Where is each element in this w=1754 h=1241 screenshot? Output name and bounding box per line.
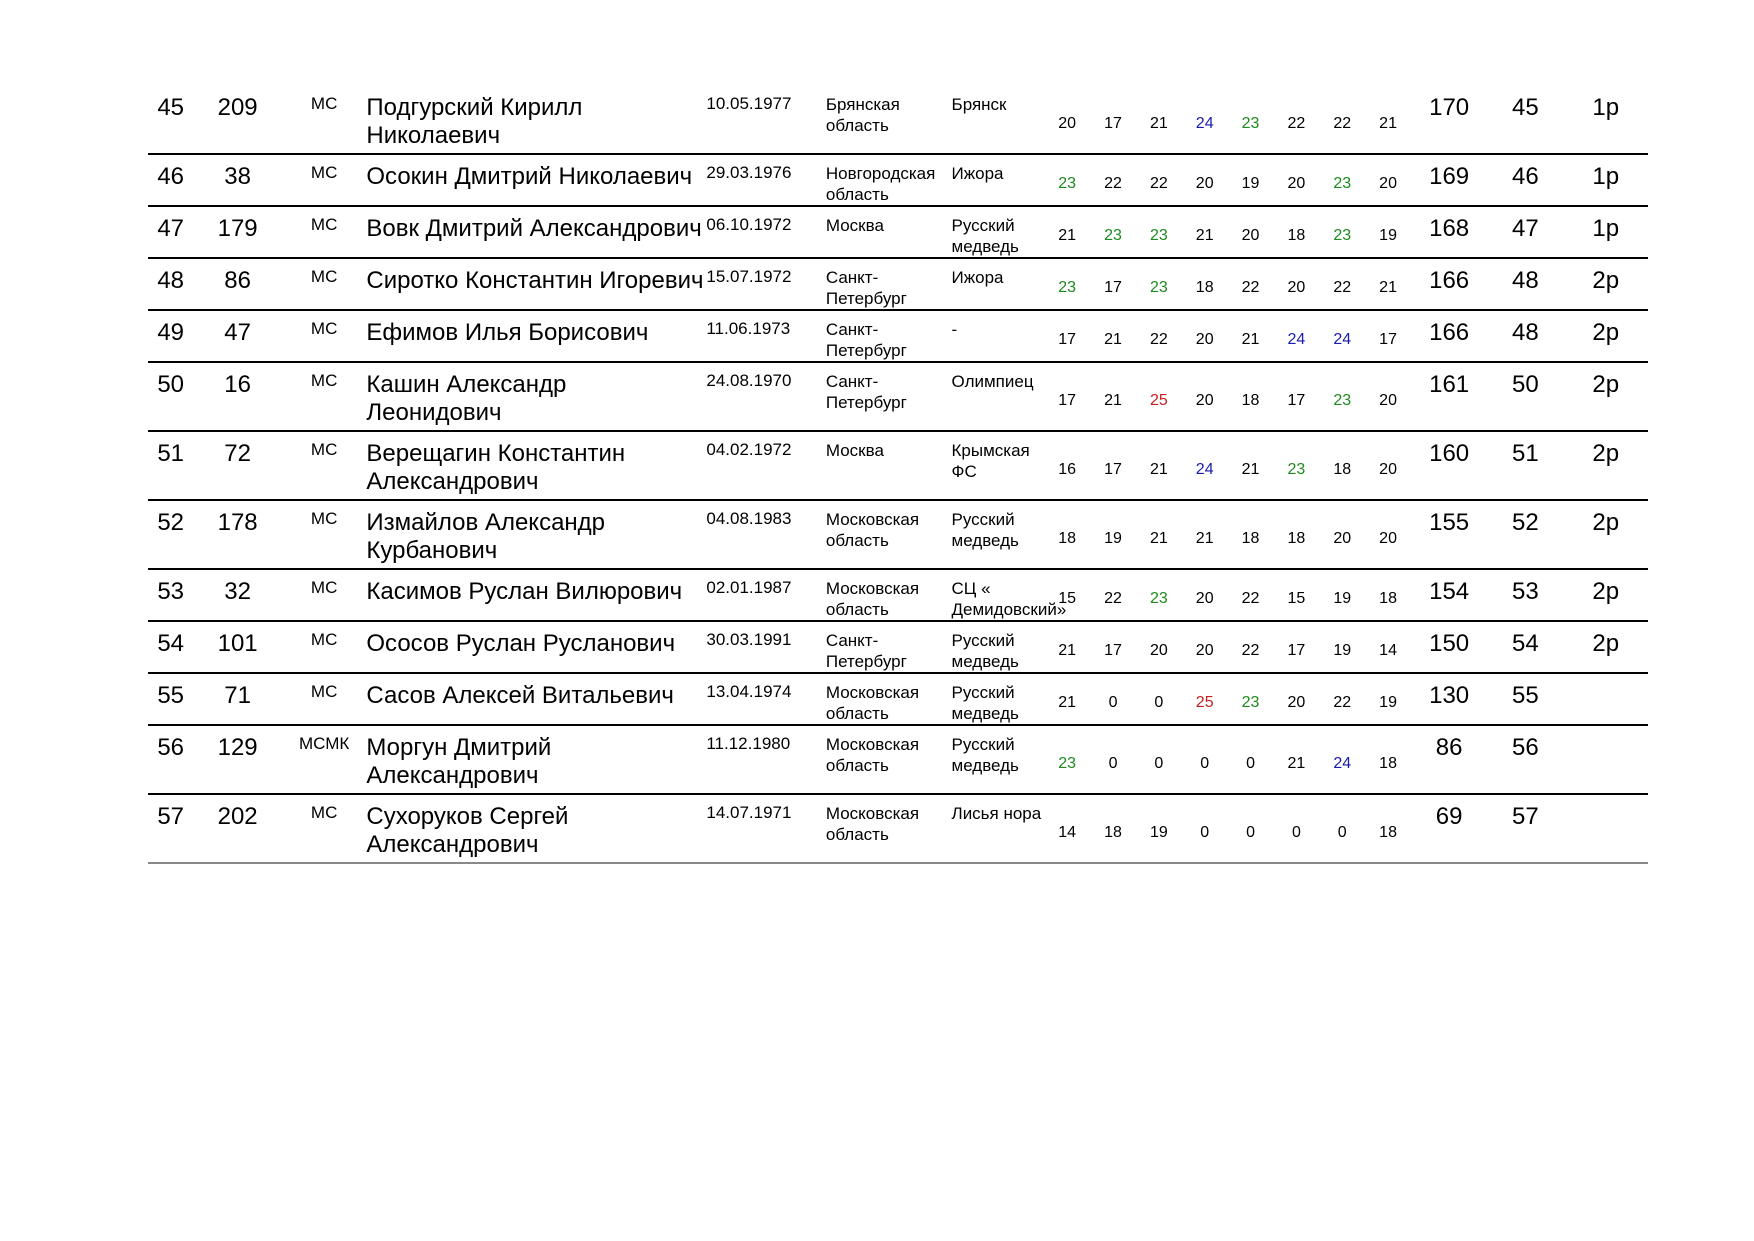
birth-date-cell: 11.06.1973: [706, 310, 826, 362]
total-score-cell: 166: [1411, 310, 1487, 362]
sport-title-cell: МС: [282, 86, 366, 154]
region-cell: Московская область: [826, 500, 952, 569]
series-score-cell: 20: [1182, 310, 1228, 362]
athlete-name-cell: Кашин Александр Леонидович: [366, 362, 706, 431]
series-score-cell: 24: [1319, 310, 1365, 362]
rank-cell: 2р: [1563, 621, 1648, 673]
series-score-cell: 20: [1319, 500, 1365, 569]
series-score-cell: 20: [1228, 206, 1274, 258]
region-cell: Московская область: [826, 673, 952, 725]
series-score-cell: 21: [1136, 431, 1182, 500]
series-score-cell: 22: [1136, 310, 1182, 362]
position-cell: 50: [1487, 362, 1563, 431]
series-score-cell: 21: [1090, 310, 1136, 362]
table-row: [148, 154, 1648, 206]
sport-title-cell: МС: [282, 310, 366, 362]
series-score-cell: 23: [1090, 206, 1136, 258]
start-number-cell: 101: [193, 621, 282, 673]
series-score-cell: 21: [1228, 310, 1274, 362]
series-score-cell: 21: [1044, 621, 1090, 673]
series-score-cell: 20: [1182, 362, 1228, 431]
club-cell: Русский медведь: [952, 673, 1045, 725]
series-score-cell: 21: [1182, 206, 1228, 258]
club-cell: Русский медведь: [952, 621, 1045, 673]
total-score-cell: 155: [1411, 500, 1487, 569]
series-score-cell: 21: [1228, 431, 1274, 500]
start-number-cell: 38: [193, 154, 282, 206]
position-cell: 54: [1487, 621, 1563, 673]
region-cell: Московская область: [826, 725, 952, 794]
sport-title-cell: МС: [282, 569, 366, 621]
series-score-cell: 17: [1090, 621, 1136, 673]
start-number-cell: 179: [193, 206, 282, 258]
series-score-cell: 0: [1136, 673, 1182, 725]
start-number-cell: 209: [193, 86, 282, 154]
total-score-cell: 169: [1411, 154, 1487, 206]
place-cell: 55: [148, 673, 193, 725]
club-cell: Ижора: [952, 154, 1045, 206]
sport-title-cell: МС: [282, 621, 366, 673]
series-score-cell: 23: [1228, 673, 1274, 725]
position-cell: 51: [1487, 431, 1563, 500]
series-score-cell: 17: [1090, 258, 1136, 310]
series-score-cell: 23: [1044, 258, 1090, 310]
club-cell: Русский медведь: [952, 206, 1045, 258]
series-score-cell: 0: [1090, 725, 1136, 794]
series-score-cell: 19: [1136, 794, 1182, 863]
series-score-cell: 23: [1228, 86, 1274, 154]
series-score-cell: 23: [1319, 206, 1365, 258]
sport-title-cell: МС: [282, 673, 366, 725]
series-score-cell: 23: [1136, 569, 1182, 621]
birth-date-cell: 24.08.1970: [706, 362, 826, 431]
series-score-cell: 22: [1228, 621, 1274, 673]
place-cell: 50: [148, 362, 193, 431]
series-score-cell: 20: [1182, 154, 1228, 206]
sport-title-cell: МС: [282, 154, 366, 206]
total-score-cell: 130: [1411, 673, 1487, 725]
total-score-cell: 161: [1411, 362, 1487, 431]
athlete-name-cell: Ефимов Илья Борисович: [366, 310, 706, 362]
birth-date-cell: 04.08.1983: [706, 500, 826, 569]
series-score-cell: 18: [1044, 500, 1090, 569]
region-cell: Новгородская область: [826, 154, 952, 206]
table-row: [148, 794, 1648, 863]
series-score-cell: 15: [1044, 569, 1090, 621]
place-cell: 52: [148, 500, 193, 569]
sport-title-cell: МСМК: [282, 725, 366, 794]
series-score-cell: 0: [1273, 794, 1319, 863]
table-row: [148, 206, 1648, 258]
birth-date-cell: 15.07.1972: [706, 258, 826, 310]
series-score-cell: 21: [1044, 673, 1090, 725]
athlete-name-cell: Измайлов Александр Курбанович: [366, 500, 706, 569]
series-score-cell: 17: [1273, 621, 1319, 673]
athlete-name-cell: Касимов Руслан Вилюрович: [366, 569, 706, 621]
athlete-name-cell: Вовк Дмитрий Александрович: [366, 206, 706, 258]
sport-title-cell: МС: [282, 794, 366, 863]
place-cell: 56: [148, 725, 193, 794]
club-cell: Крымская ФС: [952, 431, 1045, 500]
series-score-cell: 24: [1182, 431, 1228, 500]
rank-cell: 2р: [1563, 258, 1648, 310]
region-cell: Санкт-Петербург: [826, 310, 952, 362]
table-row: [148, 362, 1648, 431]
series-score-cell: 20: [1273, 154, 1319, 206]
birth-date-cell: 06.10.1972: [706, 206, 826, 258]
series-score-cell: 23: [1136, 206, 1182, 258]
series-score-cell: 24: [1319, 725, 1365, 794]
series-score-cell: 19: [1319, 621, 1365, 673]
series-score-cell: 17: [1044, 362, 1090, 431]
place-cell: 49: [148, 310, 193, 362]
start-number-cell: 71: [193, 673, 282, 725]
club-cell: Олимпиец: [952, 362, 1045, 431]
position-cell: 55: [1487, 673, 1563, 725]
series-score-cell: 20: [1365, 431, 1411, 500]
sport-title-cell: МС: [282, 500, 366, 569]
start-number-cell: 47: [193, 310, 282, 362]
sport-title-cell: МС: [282, 362, 366, 431]
series-score-cell: 24: [1182, 86, 1228, 154]
total-score-cell: 170: [1411, 86, 1487, 154]
series-score-cell: 0: [1182, 794, 1228, 863]
series-score-cell: 19: [1319, 569, 1365, 621]
series-score-cell: 21: [1044, 206, 1090, 258]
series-score-cell: 0: [1228, 794, 1274, 863]
position-cell: 52: [1487, 500, 1563, 569]
series-score-cell: 19: [1365, 206, 1411, 258]
series-score-cell: 17: [1090, 431, 1136, 500]
series-score-cell: 20: [1365, 362, 1411, 431]
series-score-cell: 18: [1273, 206, 1319, 258]
birth-date-cell: 04.02.1972: [706, 431, 826, 500]
series-score-cell: 16: [1044, 431, 1090, 500]
start-number-cell: 32: [193, 569, 282, 621]
series-score-cell: 23: [1273, 431, 1319, 500]
position-cell: 46: [1487, 154, 1563, 206]
rank-cell: 2р: [1563, 310, 1648, 362]
series-score-cell: 19: [1090, 500, 1136, 569]
series-score-cell: 18: [1090, 794, 1136, 863]
birth-date-cell: 02.01.1987: [706, 569, 826, 621]
position-cell: 48: [1487, 258, 1563, 310]
series-score-cell: 14: [1365, 621, 1411, 673]
series-score-cell: 17: [1273, 362, 1319, 431]
series-score-cell: 23: [1319, 154, 1365, 206]
athlete-name-cell: Моргун Дмитрий Александрович: [366, 725, 706, 794]
rank-cell: 2р: [1563, 569, 1648, 621]
series-score-cell: 22: [1273, 86, 1319, 154]
series-score-cell: 22: [1228, 258, 1274, 310]
series-score-cell: 25: [1182, 673, 1228, 725]
rank-cell: 2р: [1563, 362, 1648, 431]
total-score-cell: 168: [1411, 206, 1487, 258]
series-score-cell: 18: [1273, 500, 1319, 569]
club-cell: Лисья нора: [952, 794, 1045, 863]
series-score-cell: 22: [1228, 569, 1274, 621]
table-row: [148, 621, 1648, 673]
series-score-cell: 18: [1365, 725, 1411, 794]
athlete-name-cell: Верещагин Константин Александрович: [366, 431, 706, 500]
club-cell: Русский медведь: [952, 725, 1045, 794]
rank-cell: [1563, 794, 1648, 863]
series-score-cell: 20: [1182, 621, 1228, 673]
series-score-cell: 23: [1044, 154, 1090, 206]
table-row: [148, 310, 1648, 362]
region-cell: Санкт-Петербург: [826, 621, 952, 673]
series-score-cell: 21: [1365, 258, 1411, 310]
position-cell: 47: [1487, 206, 1563, 258]
series-score-cell: 20: [1365, 500, 1411, 569]
series-score-cell: 17: [1044, 310, 1090, 362]
region-cell: Санкт-Петербург: [826, 362, 952, 431]
place-cell: 54: [148, 621, 193, 673]
club-cell: -: [952, 310, 1045, 362]
series-score-cell: 20: [1273, 673, 1319, 725]
birth-date-cell: 11.12.1980: [706, 725, 826, 794]
region-cell: Москва: [826, 431, 952, 500]
place-cell: 46: [148, 154, 193, 206]
region-cell: Санкт-Петербург: [826, 258, 952, 310]
rank-cell: 1р: [1563, 154, 1648, 206]
series-score-cell: 22: [1090, 154, 1136, 206]
series-score-cell: 18: [1365, 794, 1411, 863]
series-score-cell: 18: [1319, 431, 1365, 500]
position-cell: 57: [1487, 794, 1563, 863]
region-cell: Брянская область: [826, 86, 952, 154]
series-score-cell: 18: [1228, 362, 1274, 431]
series-score-cell: 22: [1319, 258, 1365, 310]
rank-cell: [1563, 673, 1648, 725]
rank-cell: 2р: [1563, 500, 1648, 569]
series-score-cell: 22: [1090, 569, 1136, 621]
total-score-cell: 166: [1411, 258, 1487, 310]
table-row: [148, 258, 1648, 310]
rank-cell: [1563, 725, 1648, 794]
series-score-cell: 0: [1136, 725, 1182, 794]
club-cell: СЦ « Демидовский»: [952, 569, 1045, 621]
series-score-cell: 0: [1319, 794, 1365, 863]
club-cell: Брянск: [952, 86, 1045, 154]
series-score-cell: 21: [1182, 500, 1228, 569]
start-number-cell: 72: [193, 431, 282, 500]
athlete-name-cell: Осокин Дмитрий Николаевич: [366, 154, 706, 206]
series-score-cell: 15: [1273, 569, 1319, 621]
birth-date-cell: 14.07.1971: [706, 794, 826, 863]
athlete-name-cell: Ососов Руслан Русланович: [366, 621, 706, 673]
total-score-cell: 69: [1411, 794, 1487, 863]
birth-date-cell: 10.05.1977: [706, 86, 826, 154]
place-cell: 53: [148, 569, 193, 621]
total-score-cell: 160: [1411, 431, 1487, 500]
series-score-cell: 19: [1365, 673, 1411, 725]
total-score-cell: 86: [1411, 725, 1487, 794]
series-score-cell: 23: [1136, 258, 1182, 310]
series-score-cell: 21: [1136, 86, 1182, 154]
series-score-cell: 21: [1090, 362, 1136, 431]
start-number-cell: 16: [193, 362, 282, 431]
series-score-cell: 20: [1044, 86, 1090, 154]
series-score-cell: 22: [1136, 154, 1182, 206]
series-score-cell: 20: [1365, 154, 1411, 206]
region-cell: Москва: [826, 206, 952, 258]
athlete-name-cell: Сасов Алексей Витальевич: [366, 673, 706, 725]
start-number-cell: 178: [193, 500, 282, 569]
start-number-cell: 86: [193, 258, 282, 310]
place-cell: 48: [148, 258, 193, 310]
table-row: [148, 569, 1648, 621]
results-table: [148, 86, 1648, 864]
series-score-cell: 17: [1365, 310, 1411, 362]
table-row: [148, 431, 1648, 500]
position-cell: 53: [1487, 569, 1563, 621]
series-score-cell: 21: [1365, 86, 1411, 154]
sport-title-cell: МС: [282, 431, 366, 500]
region-cell: Московская область: [826, 569, 952, 621]
table-row: [148, 673, 1648, 725]
series-score-cell: 14: [1044, 794, 1090, 863]
rank-cell: 1р: [1563, 86, 1648, 154]
place-cell: 57: [148, 794, 193, 863]
region-cell: Московская область: [826, 794, 952, 863]
place-cell: 47: [148, 206, 193, 258]
series-score-cell: 22: [1319, 673, 1365, 725]
rank-cell: 1р: [1563, 206, 1648, 258]
total-score-cell: 154: [1411, 569, 1487, 621]
table-row: [148, 86, 1648, 154]
place-cell: 45: [148, 86, 193, 154]
total-score-cell: 150: [1411, 621, 1487, 673]
club-cell: Ижора: [952, 258, 1045, 310]
series-score-cell: 23: [1319, 362, 1365, 431]
position-cell: 45: [1487, 86, 1563, 154]
series-score-cell: 17: [1090, 86, 1136, 154]
birth-date-cell: 29.03.1976: [706, 154, 826, 206]
series-score-cell: 18: [1182, 258, 1228, 310]
series-score-cell: 19: [1228, 154, 1274, 206]
sport-title-cell: МС: [282, 206, 366, 258]
start-number-cell: 202: [193, 794, 282, 863]
athlete-name-cell: Сиротко Константин Игоревич: [366, 258, 706, 310]
series-score-cell: 0: [1182, 725, 1228, 794]
position-cell: 56: [1487, 725, 1563, 794]
series-score-cell: 18: [1228, 500, 1274, 569]
series-score-cell: 23: [1044, 725, 1090, 794]
series-score-cell: 22: [1319, 86, 1365, 154]
position-cell: 48: [1487, 310, 1563, 362]
series-score-cell: 0: [1228, 725, 1274, 794]
series-score-cell: 21: [1273, 725, 1319, 794]
series-score-cell: 18: [1365, 569, 1411, 621]
birth-date-cell: 30.03.1991: [706, 621, 826, 673]
series-score-cell: 24: [1273, 310, 1319, 362]
series-score-cell: 21: [1136, 500, 1182, 569]
series-score-cell: 20: [1273, 258, 1319, 310]
sport-title-cell: МС: [282, 258, 366, 310]
place-cell: 51: [148, 431, 193, 500]
series-score-cell: 0: [1090, 673, 1136, 725]
birth-date-cell: 13.04.1974: [706, 673, 826, 725]
series-score-cell: 20: [1182, 569, 1228, 621]
results-body: [148, 86, 1648, 863]
table-row: [148, 500, 1648, 569]
rank-cell: 2р: [1563, 431, 1648, 500]
start-number-cell: 129: [193, 725, 282, 794]
club-cell: Русский медведь: [952, 500, 1045, 569]
athlete-name-cell: Подгурский Кирилл Николаевич: [366, 86, 706, 154]
table-row: [148, 725, 1648, 794]
athlete-name-cell: Сухоруков Сергей Александрович: [366, 794, 706, 863]
series-score-cell: 25: [1136, 362, 1182, 431]
series-score-cell: 20: [1136, 621, 1182, 673]
